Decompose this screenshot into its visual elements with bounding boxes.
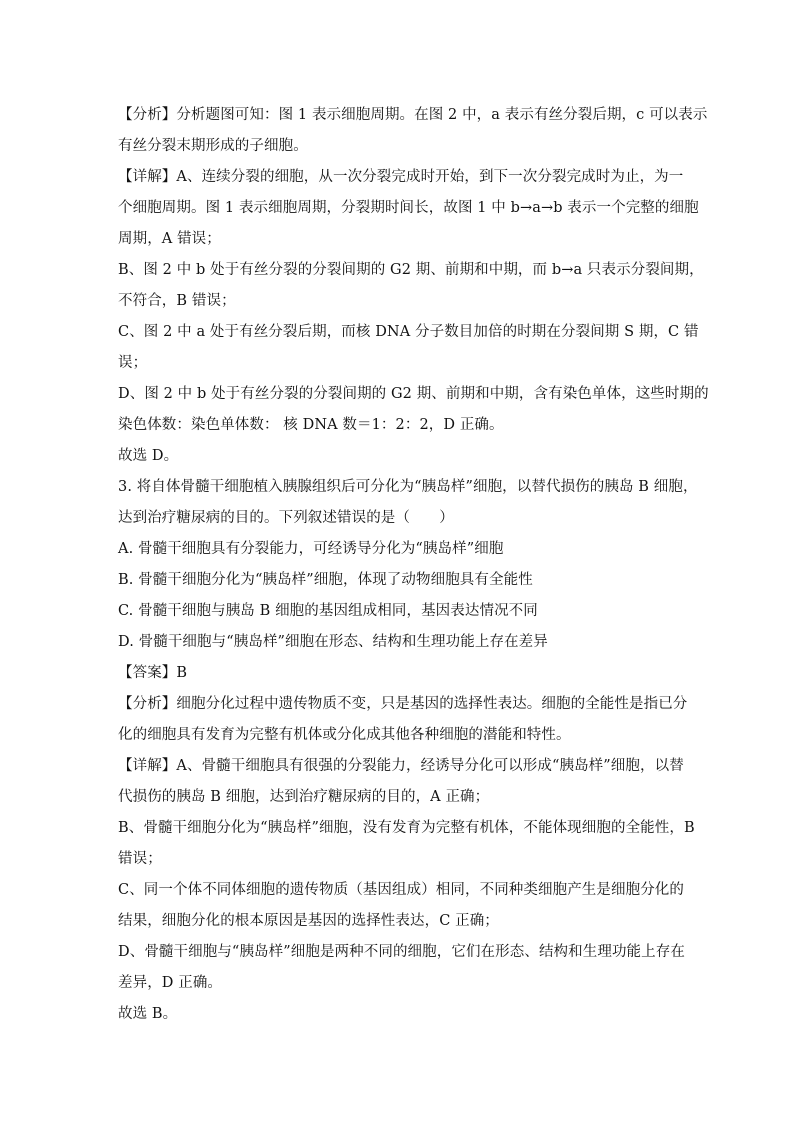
explanation-line-4: B、图 2 中 b 处于有丝分裂的分裂间期的 G2 期、前期和中期，而 b→a 只表示分裂间期， <box>118 262 704 278</box>
question-3-stem-line-2: 达到治疗糖尿病的目的。下列叙述错误的是（ ） <box>118 510 454 526</box>
explanation-2-line-6: 结果，细胞分化的根本原因是基因的选择性表达，C 正确； <box>118 913 499 929</box>
explanation-line-6: C、图 2 中 a 处于有丝分裂后期，而核 DNA 分子数目加倍的时期在分裂间期 S 期，C 错 <box>118 324 699 340</box>
option-b: B. 骨髓干细胞分化为“胰岛样”细胞，体现了动物细胞具有全能性 <box>118 572 533 588</box>
explanation-2-line-5: C、同一个体不同体细胞的遗传物质（基因组成）相同，不同种类细胞产生是细胞分化的 <box>118 882 684 898</box>
analysis-2-line-2: 化的细胞具有发育为完整有机体或分化成其他各种细胞的潜能和特性。 <box>118 727 571 743</box>
option-c: C. 骨髓干细胞与胰岛 B 细胞的基因组成相同，基因表达情况不同 <box>118 603 538 619</box>
analysis-line-1: 【分析】分析题图可知：图 1 表示细胞周期。在图 2 中，a 表示有丝分裂后期，c 可以表示 <box>118 107 708 123</box>
explanation-2-line-3: B、骨髓干细胞分化为“胰岛样”细胞，没有发育为完整有机体，不能体现细胞的全能性，B <box>118 820 695 836</box>
explanation-2-line-4: 错误； <box>118 851 162 867</box>
conclusion-line: 故选 D。 <box>118 448 179 464</box>
explanation-line-9: 染色体数：染色单体数： 核 DNA 数＝1：2：2，D 正确。 <box>118 417 504 433</box>
analysis-line-2: 有丝分裂末期形成的子细胞。 <box>118 138 308 154</box>
answer-line: 【答案】B <box>118 665 188 681</box>
explanation-line-1: 【详解】A、连续分裂的细胞，从一次分裂完成时开始，到下一次分裂完成时为止，为一 <box>118 169 684 185</box>
explanation-2-line-1: 【详解】A、骨髓干细胞具有很强的分裂能力，经诱导分化可以形成“胰岛样”细胞，以替 <box>118 758 684 774</box>
explanation-line-8: D、图 2 中 b 处于有丝分裂的分裂间期的 G2 期、前期和中期，含有染色单体，这些时期的 <box>118 386 709 402</box>
explanation-2-line-7: D、骨髓干细胞与“胰岛样”细胞是两种不同的细胞，它们在形态、结构和生理功能上存在 <box>118 944 685 960</box>
explanation-line-5: 不符合，B 错误； <box>118 293 236 309</box>
explanation-line-3: 周期，A 错误； <box>118 231 221 247</box>
conclusion-2-line: 故选 B。 <box>118 1006 178 1022</box>
explanation-line-2: 个细胞周期。图 1 表示细胞周期，分裂期时间长，故图 1 中 b→a→b 表示一个完整的细胞 <box>118 200 699 216</box>
analysis-2-line-1: 【分析】细胞分化过程中遗传物质不变，只是基因的选择性表达。细胞的全能性是指已分 <box>118 696 688 712</box>
option-a: A. 骨髓干细胞具有分裂能力，可经诱导分化为“胰岛样”细胞 <box>118 541 504 557</box>
document-body <box>118 100 709 1030</box>
option-d: D. 骨髓干细胞与“胰岛样”细胞在形态、结构和生理功能上存在差异 <box>118 634 548 650</box>
explanation-line-7: 误； <box>118 355 148 371</box>
explanation-2-line-8: 差异，D 正确。 <box>118 975 223 991</box>
explanation-2-line-2: 代损伤的胰岛 B 细胞，达到治疗糖尿病的目的，A 正确； <box>118 789 490 805</box>
question-3-stem-line-1: 3. 将自体骨髓干细胞植入胰腺组织后可分化为“胰岛样”细胞，以替代损伤的胰岛 B 细胞， <box>118 479 698 495</box>
